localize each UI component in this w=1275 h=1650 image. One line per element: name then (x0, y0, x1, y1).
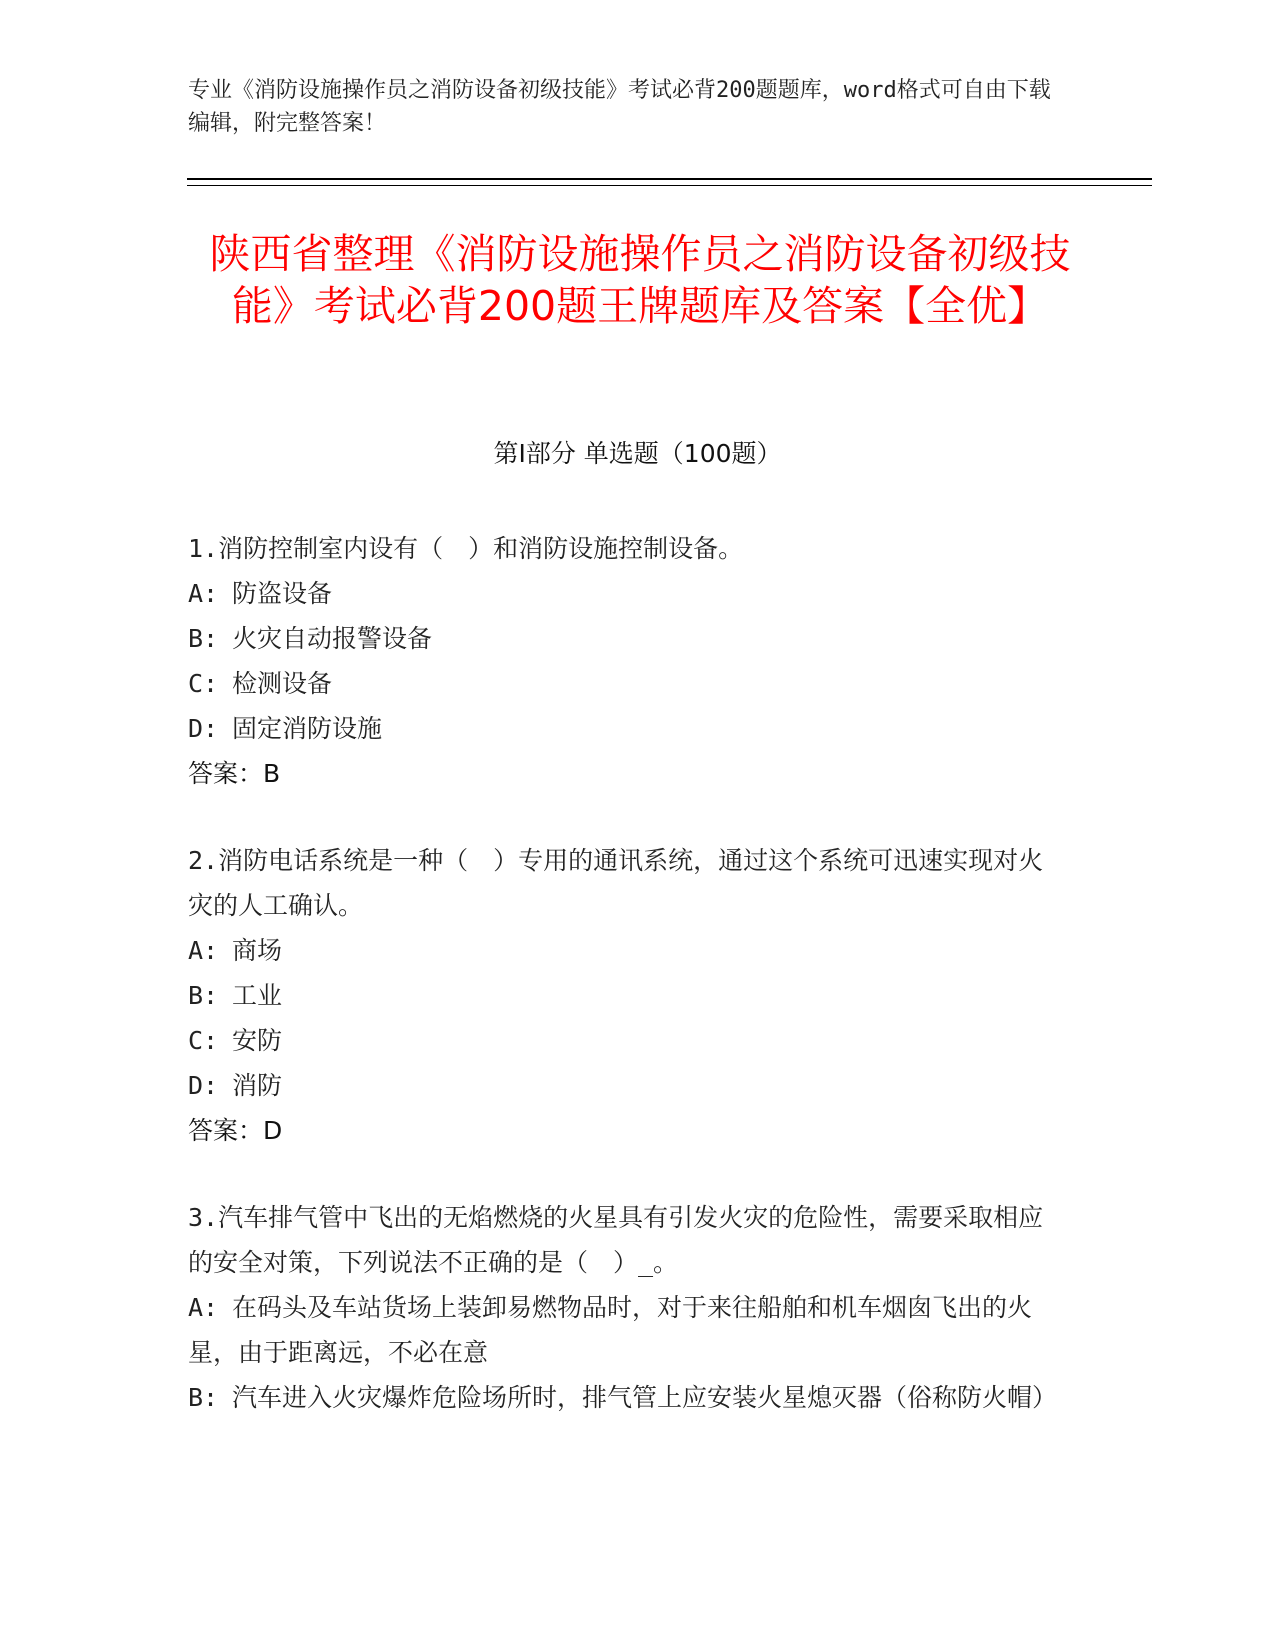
section-title: 第Ⅰ部分 单选题（100题） (493, 439, 782, 468)
option-b (188, 616, 1068, 661)
option-a (188, 1285, 1068, 1375)
option-letter: A: (188, 936, 219, 965)
option-text: 安防 (232, 1026, 283, 1055)
option-letter: B: (188, 1383, 219, 1412)
option-d (188, 1063, 1068, 1108)
option-a (188, 571, 1068, 616)
option-letter: B: (188, 981, 219, 1010)
option-text: 消防 (232, 1071, 283, 1100)
question-stem: 1.消防控制室内设有（ ）和消防设施控制设备。 (188, 534, 744, 563)
option-c (188, 1018, 1068, 1063)
option-text: 在码头及车站货场上装卸易燃物品时，对于来往船舶和机车烟囱飞出的火星，由于距离远，不必在意 (188, 1293, 1033, 1367)
question-2 (188, 838, 1068, 1153)
option-c (188, 661, 1068, 706)
header-divider-thin (187, 185, 1152, 186)
header-note: 专业《消防设施操作员之消防设备初级技能》考试必背200题题库，word格式可自由下载编辑，附完整答案！ (188, 78, 1051, 136)
option-letter: B: (188, 624, 219, 653)
option-b (188, 973, 1068, 1018)
option-text: 工业 (232, 981, 283, 1010)
question-stem: 2.消防电话系统是一种（ ）专用的通讯系统，通过这个系统可迅速实现对火灾的人工确认。 (188, 846, 1044, 920)
option-text: 汽车进入火灾爆炸危险场所时，排气管上应安装火星熄灭器（俗称防火帽） (232, 1383, 1058, 1412)
option-b (188, 1375, 1068, 1420)
question-stem: 3.汽车排气管中飞出的无焰燃烧的火星具有引发火灾的危险性，需要采取相应的安全对策，下列说法不正确的是（ ）_。 (188, 1203, 1044, 1277)
option-a (188, 928, 1068, 973)
option-d (188, 706, 1068, 751)
option-letter: C: (188, 669, 219, 698)
question-1 (188, 526, 1068, 796)
header-divider-thick (187, 178, 1152, 180)
question-3 (188, 1195, 1068, 1420)
option-text: 固定消防设施 (232, 714, 383, 743)
option-text: 检测设备 (232, 669, 333, 698)
option-letter: D: (188, 1071, 219, 1100)
answer: 答案：B (188, 759, 281, 788)
option-text: 防盗设备 (232, 579, 333, 608)
option-text: 火灾自动报警设备 (232, 624, 433, 653)
document-title: 陕西省整理《消防设施操作员之消防设备初级技能》考试必背200题王牌题库及答案【全优】 (209, 230, 1071, 330)
answer: 答案：D (188, 1116, 283, 1145)
option-letter: C: (188, 1026, 219, 1055)
option-letter: D: (188, 714, 219, 743)
option-letter: A: (188, 1293, 219, 1322)
question-list (188, 526, 1068, 1462)
option-letter: A: (188, 579, 219, 608)
option-text: 商场 (232, 936, 283, 965)
